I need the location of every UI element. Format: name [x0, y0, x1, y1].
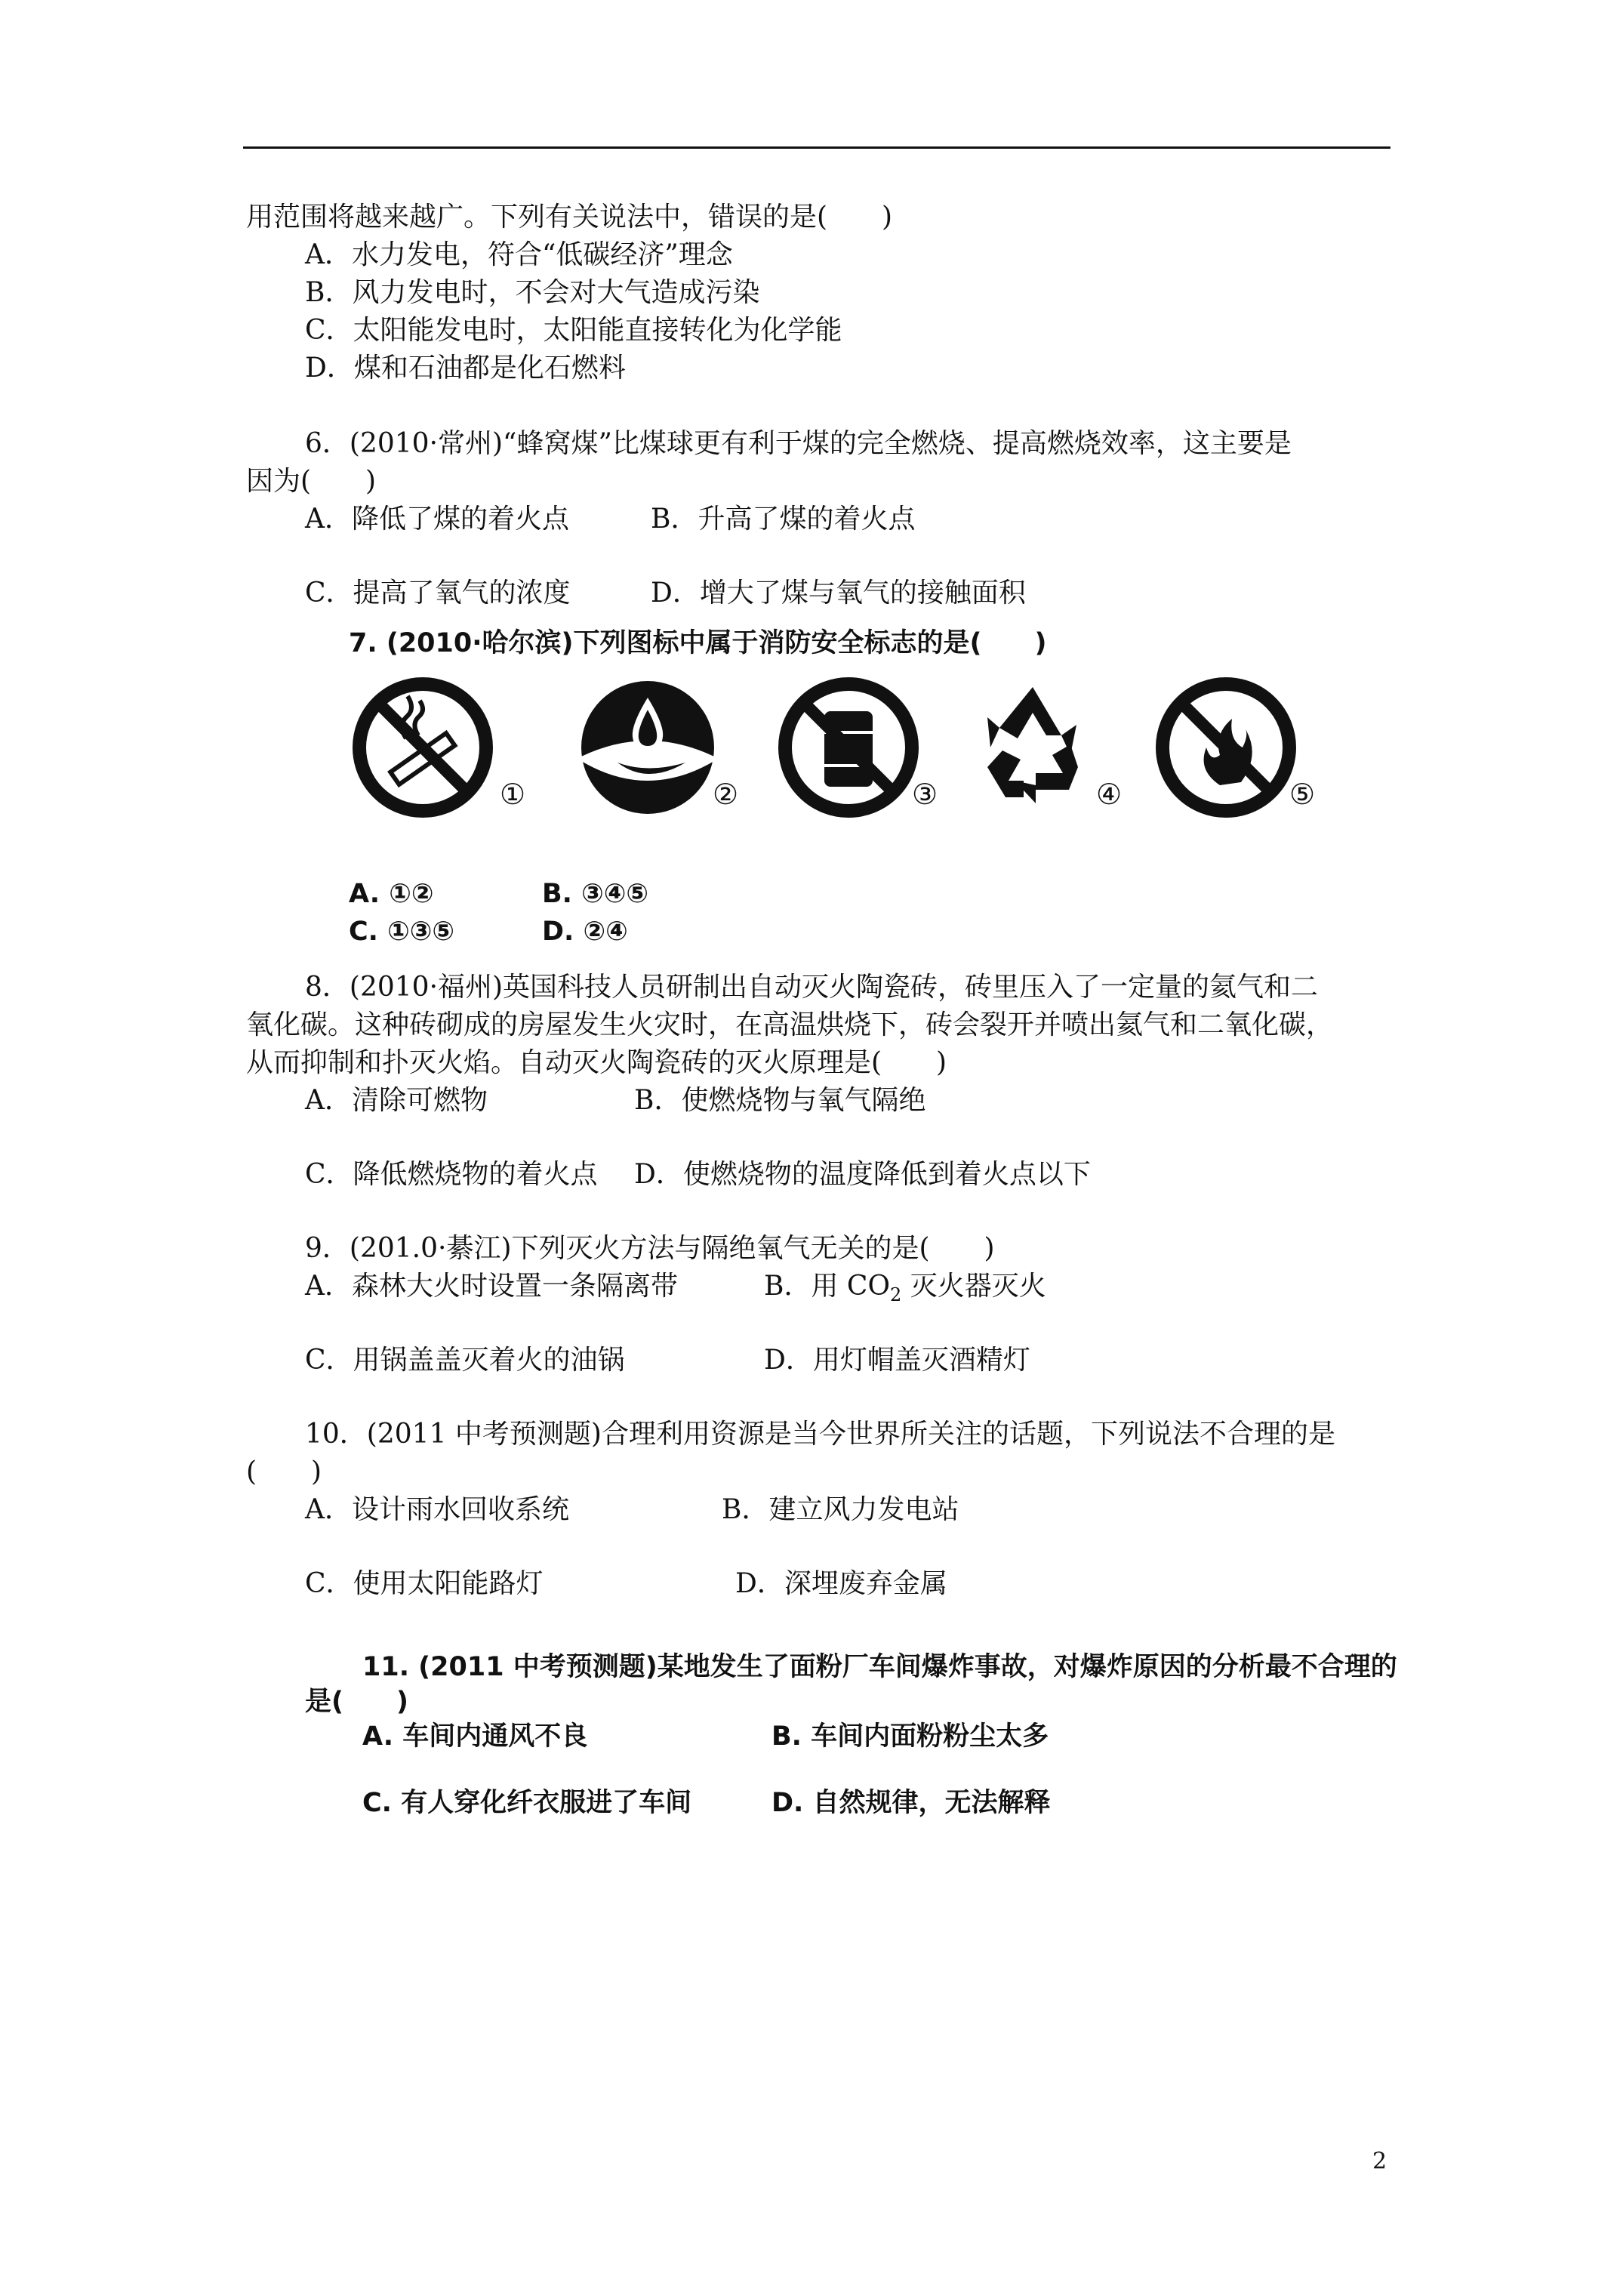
q9-option-d: D．用灯帽盖灭酒精灯: [764, 1345, 1030, 1376]
q7-option-a: A. ①②: [349, 879, 434, 909]
q8-option-d: D．使燃烧物的温度降低到着火点以下: [634, 1159, 1091, 1190]
q9-option-b-suffix: 灭火器灭火: [901, 1271, 1046, 1302]
q5-stem: 用范围将越来越广。下列有关说法中，错误的是( ): [246, 202, 893, 233]
q6-option-c: C．提高了氧气的浓度: [305, 578, 571, 609]
q9-option-a: A．森林大火时设置一条隔离带: [305, 1271, 678, 1302]
q11-option-c: C. 有人穿化纤衣服进了车间: [362, 1788, 692, 1818]
q11-option-a: A. 车间内通风不良: [362, 1721, 588, 1752]
q10-option-c: C．使用太阳能路灯: [305, 1568, 544, 1599]
q10-option-d: D．深埋废弃金属: [735, 1568, 947, 1599]
q6-option-b: B．升高了煤的着火点: [651, 504, 916, 535]
q7-option-d: D. ②④: [542, 917, 628, 947]
q5-option-d: D．煤和石油都是化石燃料: [305, 353, 626, 384]
q8-stem-line1: 8．(2010·福州)英国科技人员研制出自动灭火陶瓷砖，砖里压入了一定量的氦气和二: [305, 972, 1319, 1003]
q10-option-b: B．建立风力发电站: [722, 1494, 959, 1525]
q9-option-c: C．用锅盖盖灭着火的油锅: [305, 1345, 625, 1376]
q8-stem-line3: 从而抑制和扑灭火焰。自动灭火陶瓷砖的灭火原理是( ): [246, 1047, 947, 1078]
q5-option-a: A．水力发电，符合“低碳经济”理念: [305, 239, 733, 270]
q8-option-c: C．降低燃烧物的着火点: [305, 1159, 598, 1190]
water-saving-icon: [572, 672, 723, 823]
q9-stem: 9．(201.0·綦江)下列灭火方法与隔绝氧气无关的是( ): [305, 1233, 995, 1264]
q8-option-a: A．清除可燃物: [305, 1085, 488, 1116]
q11-stem-line2: 是( ): [305, 1687, 408, 1717]
q5-option-c: C．太阳能发电时，太阳能直接转化为化学能: [305, 315, 842, 346]
q6-option-d: D．增大了煤与氧气的接触面积: [651, 578, 1026, 609]
q6-option-a: A．降低了煤的着火点: [305, 504, 569, 535]
q9-option-b: [764, 1270, 1046, 1311]
q7-stem: 7. (2010·哈尔滨)下列图标中属于消防安全标志的是( ): [349, 628, 1047, 658]
q9-option-b-subscript: 2: [889, 1284, 902, 1306]
no-smoking-icon: [347, 672, 498, 823]
sign-label-1: ①: [500, 778, 526, 811]
q10-option-a: A．设计雨水回收系统: [305, 1494, 569, 1525]
page-number: 2: [1372, 2148, 1387, 2174]
no-fuel-barrel-icon: [773, 672, 924, 823]
sign-label-3: ③: [912, 778, 938, 811]
q11-stem-line1: 11. (2011 中考预测题)某地发生了面粉厂车间爆炸事故，对爆炸原因的分析最不合理的: [362, 1652, 1397, 1682]
q11-option-d: D. 自然规律，无法解释: [771, 1788, 1051, 1818]
q8-stem-line2: 氧化碳。这种砖砌成的房屋发生火灾时，在高温烘烧下，砖会裂开并喷出氦气和二氧化碳，: [246, 1009, 1334, 1040]
sign-label-5: ⑤: [1289, 778, 1316, 811]
header-rule: [243, 146, 1390, 149]
q7-option-b: B. ③④⑤: [542, 879, 649, 909]
q11-option-b: B. 车间内面粉粉尘太多: [771, 1721, 1049, 1752]
q6-stem-line2: 因为( ): [246, 466, 377, 497]
q5-option-b: B．风力发电时，不会对大气造成污染: [305, 277, 760, 308]
q7-option-c: C. ①③⑤: [349, 917, 455, 947]
recycle-icon: [957, 672, 1108, 823]
q8-option-b: B．使燃烧物与氧气隔绝: [634, 1085, 926, 1116]
q10-stem-line2: ( ): [246, 1456, 322, 1487]
sign-label-2: ②: [713, 778, 739, 811]
q10-stem-line1: 10．(2011 中考预测题)合理利用资源是当今世界所关注的话题，下列说法不合理的是: [305, 1419, 1335, 1450]
sign-label-4: ④: [1096, 778, 1123, 811]
q6-stem-line1: 6．(2010·常州)“蜂窝煤”比煤球更有利于煤的完全燃烧、提高燃烧效率，这主要是: [305, 428, 1292, 459]
q9-option-b-prefix: B．用 CO: [764, 1271, 890, 1302]
no-open-flame-icon: [1150, 672, 1301, 823]
